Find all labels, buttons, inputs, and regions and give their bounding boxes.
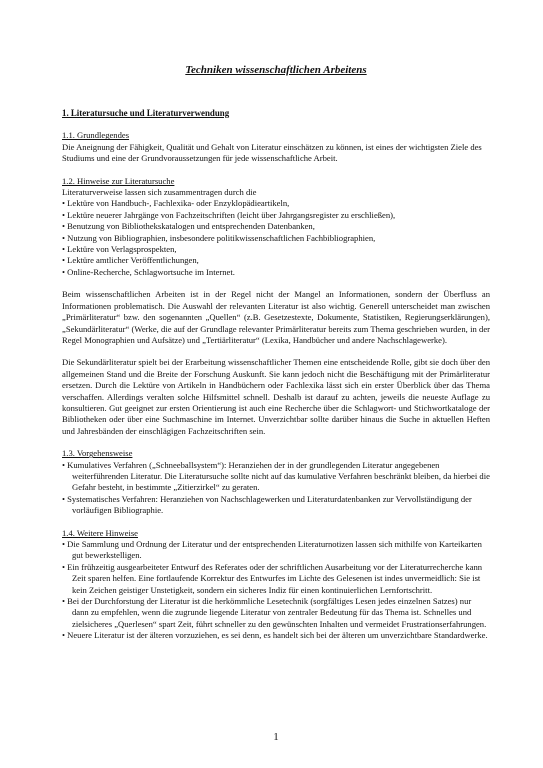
subsection-heading-vorgehensweise: 1.3. Vorgehensweise xyxy=(62,448,133,459)
list-item: • Systematisches Verfahren: Heranziehen von Nachschlagewerken und Literaturdatenbanken zur Vervollständigung der vorläufigen Bibliographie. xyxy=(62,493,472,516)
method-bullet-list xyxy=(62,460,490,517)
list-item: • Nutzung von Bibliographien, insbesondere politikwissenschaftlichen Fachbibliographien, xyxy=(62,232,376,243)
list-intro: Literaturverweise lassen sich zusammentragen durch die xyxy=(62,187,257,198)
paragraph-secondary-literature: Die Sekundärliteratur spielt bei der Erarbeitung wissenschaftlicher Themen eine entscheidende Rolle, gibt sie doch über den allgemeinen Stand und die Breite der Forschung Auskunft. Sie kann jedoch nicht die Beschäftigung mit der Primärliteratur ersetzen. Durch die Lektüre von Artikeln in Handbüchern oder Fachlexika lässt sich ein erster Überblick über das Thema verschaffen. Allerdings veralten solche Hilfsmittel schnell. Deshalb ist darauf zu achten, jeweils die neueste Auflage zu konsultieren. Gut geeignet zur ersten Orientierung ist auch eine Recherche über die Schlagwort- und Stichwortkataloge der Bibliotheken oder über eine Suchmaschine im Internet. Unverzichtbar sollte darüber hinaus die Suche in aktuellen Heften und Jahresbänden der einschlägigen Fachzeitschriften sein. xyxy=(62,357,490,436)
subsection-heading-literatursuche: 1.2. Hinweise zur Literatursuche xyxy=(62,175,175,186)
list-item: • Neuere Literatur ist der älteren vorzuziehen, es sei denn, es handelt sich bei der älteren um unverzichtbare Standardwerke. xyxy=(62,630,488,641)
subsection-heading-weitere-hinweise: 1.4. Weitere Hinweise xyxy=(62,527,138,538)
list-item: • Online-Recherche, Schlagwortsuche im Internet. xyxy=(62,266,235,277)
list-item: • Kumulatives Verfahren („Schneeballsystem“): Heranziehen der in der grundlegenden Literatur angegebenen weiterführenden Literatur. Die Literatursuche sollte nicht auf das kumulative Verfahren beschränkt bleiben, da hierbei die Gefahr besteht, in bestimmte „Zitierzirkel“ zu geraten. xyxy=(62,459,490,493)
page-number: 1 xyxy=(273,731,279,743)
list-item: • Lektüre von Verlagsprospekten, xyxy=(62,244,177,255)
list-item: • Lektüre neuerer Jahrgänge von Fachzeitschriften (leicht über Jahrgangsregister zu erschließen), xyxy=(62,209,396,220)
paragraph-literature-types: Beim wissenschaftlichen Arbeiten ist in der Regel nicht der Mangel an Informationen, sondern der Überfluss an Informationen problematisch. Die Auswahl der relevanten Literatur ist also wichtig. Generell unterscheidet man zwischen „Primärliteratur“ bzw. den sogenannten „Quellen“ (z.B. Gesetzestexte, Dokumente, Statistiken, Regierungserklärungen), „Sekundärliteratur“ (Werke, die auf der Grundlage relevanter Primärliteratur bereits zum Thema geschrieben wurden, in der Regel Monographien und Aufsätze) und „Tertiärliteratur“ (Lexika, Handbücher und andere Nachschlagewerke). xyxy=(62,289,490,345)
list-item: • Die Sammlung und Ordnung der Literatur und der entsprechenden Literaturnotizen lassen sich mithilfe von Karteikarten gut bewerkstelligen. xyxy=(62,539,482,561)
section-heading: 1. Literatursuche und Literaturverwendung xyxy=(62,108,230,118)
list-item: • Bei der Durchforstung der Literatur ist die herkömmliche Lesetechnik (sorgfältiges Lesen jedes einzelnen Satzes) nur dann zu empfehlen, wenn die zugrunde liegende Literatur von zentraler Bedeutung für das Thema ist. Schnelles und zielsicheres „Querlesen“ spart Zeit, führt schneller zu den gewünschten Inhalten und vermeidet Frustrationserfahrungen. xyxy=(62,596,487,629)
list-item: • Lektüre amtlicher Veröffentlichungen, xyxy=(62,255,199,266)
subsection-heading-grundlegendes: 1.1. Grundlegendes xyxy=(62,130,130,141)
document-body xyxy=(62,108,490,642)
hints-bullet-list xyxy=(62,539,490,642)
list-item: • Benutzung von Bibliothekskatalogen und entsprechenden Datenbanken, xyxy=(62,221,315,232)
paragraph-grundlegendes: Die Aneignung der Fähigkeit, Qualität und Gehalt von Literatur einschätzen zu können, ist eines der wichtigsten Ziele des Studiums und eine der Grundvoraussetzungen für jede wissenschaftliche Arbeit. xyxy=(62,141,482,164)
document-title: Techniken wissenschaftlichen Arbeitens xyxy=(185,64,367,76)
search-bullet-list xyxy=(62,198,490,278)
list-item: • Lektüre von Handbuch-, Fachlexika- oder Enzyklopädieartikeln, xyxy=(62,198,290,209)
list-item: • Ein frühzeitig ausgearbeiteter Entwurf des Referates oder der schriftlichen Ausarbeitung vor der Literaturrecherche kann Zeit sparen helfen. Eine fortlaufende Korrektur des Entwurfes im Lichte des Gelesenen ist indes unvermeidlich: Sie ist kein Zeichen geistiger Unstetigkeit, sondern ein sicheres Indiz für einen kontinuierlichen Lernfortschritt. xyxy=(62,561,483,595)
